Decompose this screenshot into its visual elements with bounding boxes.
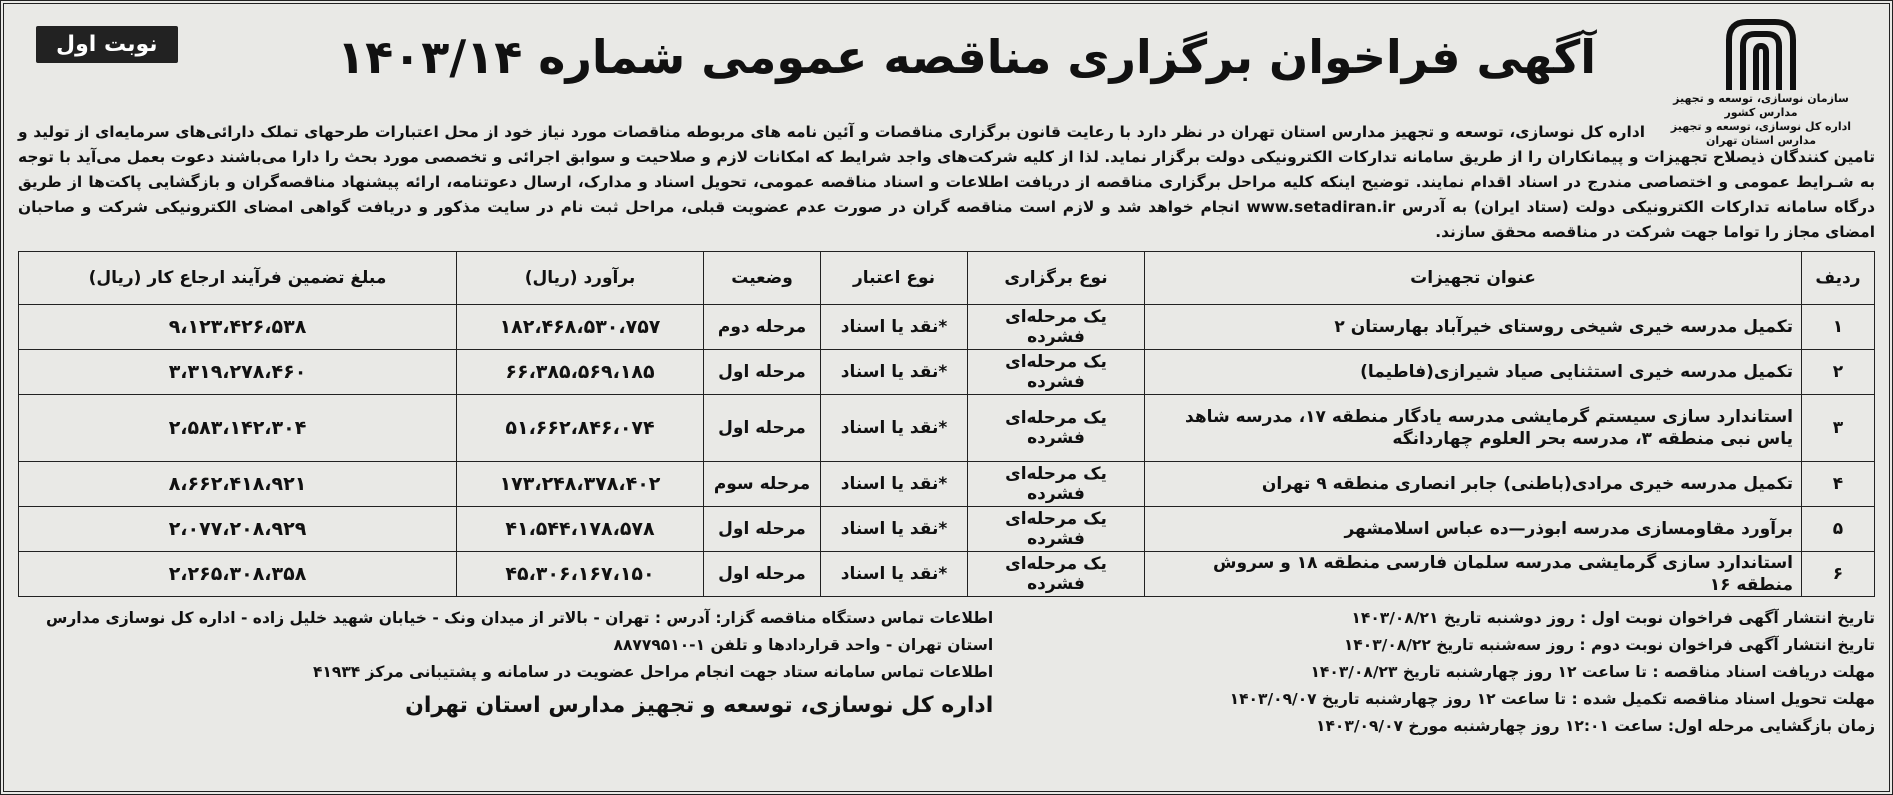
tenders-table [18,251,1875,597]
intro-text-2: و اسناد مناقصه عمومی، تحویل اسناد و مدارک، ارسال دعوتنامه، ارائه پیشنهاد مناقصه‌گران و بازگشایی پاکت‌ها از طریق درگاه سامانه تدارکات الکترونیکی دولت (ستاد ایران) به آدرس www.setadiran.ir انجام خواهد شد و لازم است مناقصه گران در صورت عدم عضویت قبلی، مراحل ثبت نام در سایت مذکور و دریافت گواهی امضای الکترونیکی شرکت و صاحبان امضای مجاز را تواما جهت شرکت در مناقصه محقق سازند. [18,173,1876,241]
intro-paragraph [18,120,1875,245]
contact-block [18,605,993,740]
row-title: استاندارد سازی سیستم گرمایشی مدرسه یادگار منطقه ۱۷، مدرسه شاهد یاس نبی منطقه ۳، مدرسه بحر العلوم چهاردانگه [1145,395,1802,462]
row-title: تکمیل مدرسه خیری مرادی(باطنی) جابر انصاری منطقه ۹ تهران [1145,462,1802,507]
table-row [19,552,1875,597]
col-header-estimate: برآورد (ریال) [457,252,704,305]
row-estimate: ۱۷۳،۲۴۸،۳۷۸،۴۰۲ [457,462,704,507]
col-header-guarantee: مبلغ تضمین فرآیند ارجاع کار (ریال) [19,252,457,305]
row-guarantee: ۲،۵۸۳،۱۴۲،۳۰۴ [19,395,457,462]
row-estimate: ۴۱،۵۴۴،۱۷۸،۵۷۸ [457,507,704,552]
row-number: ۱ [1802,305,1875,350]
schedule-block [993,605,1875,740]
row-status: مرحله اول [704,350,821,395]
col-header-row-number: ردیف [1802,252,1875,305]
row-number: ۵ [1802,507,1875,552]
date-opening-first-stage: زمان بازگشایی مرحله اول: ساعت ۱۲:۰۱ روز چهارشنبه مورخ ۱۴۰۳/۰۹/۰۷ [1316,717,1875,735]
row-credit-type: *نقد یا اسناد [821,507,968,552]
row-tender-type: یک مرحله‌ای فشرده [968,507,1145,552]
row-number: ۳ [1802,395,1875,462]
date-documents-receipt-deadline: مهلت دریافت اسناد مناقصه : تا ساعت ۱۲ روز چهارشنبه تاریخ ۱۴۰۳/۰۸/۲۳ [1310,663,1875,681]
row-credit-type: *نقد یا اسناد [821,552,968,597]
row-status: مرحله دوم [704,305,821,350]
logo-caption-national: سازمان نوسازی، توسعه و تجهیز مدارس کشور [1673,92,1849,119]
row-guarantee: ۹،۱۲۳،۴۲۶،۵۳۸ [19,305,457,350]
signature-organization: اداره کل نوسازی، توسعه و تجهیز مدارس استان تهران [405,693,994,718]
notice-footer [18,605,1875,740]
row-guarantee: ۸،۶۶۲،۴۱۸،۹۲۱ [19,462,457,507]
intro-text-1: اداره کل نوسازی، توسعه و تجهیز مدارس استان تهران در نظر دارد با رعایت قانون برگزاری مناقصات و آئین نامه های مربوطه مناقصات مورد نیاز خود از محل اعتبارات طرحهای تملک دارائی‌های سرمایه‌ای از تولید و تامین کنندگان ذیصلاح تجهیزات و پیمانکاران را از طریق سامانه تدارکات الکترونیکی دولت برگزار نماید. لذا از کلیه شرکت‌های واجد شرایط که امکانات لازم و صلاحیت و سوابق اجرائی و تخصصی مورد بحث را دارا می‌باشند دعوت بعمل می‌آید با توجه به شـرایط عمومی و اختصاصی مندرج در اسناد اقدام نمایند. توضیح اینکه کلیه مراحل برگزاری مناقصه از دریافت اطلاعات [18,123,1875,191]
row-guarantee: ۲،۲۶۵،۳۰۸،۳۵۸ [19,552,457,597]
col-header-tender-type: نوع برگزاری [968,252,1145,305]
row-title: برآورد مقاومسازی مدرسه ابوذر—ده عباس اسلامشهر [1145,507,1802,552]
table-row [19,305,1875,350]
publication-round-badge: نوبت اول [36,26,178,63]
row-tender-type: یک مرحله‌ای فشرده [968,462,1145,507]
table-row [19,395,1875,462]
row-title: استاندارد سازی گرمایشی مدرسه سلمان فارسی منطقه ۱۸ و سروش منطقه ۱۶ [1145,552,1802,597]
row-guarantee: ۳،۳۱۹،۲۷۸،۴۶۰ [19,350,457,395]
date-second-publication: تاریخ انتشار آگهی فراخوان نوبت دوم : روز سه‌شنبه تاریخ ۱۴۰۳/۰۸/۲۲ [1343,636,1875,654]
notice-header [18,12,1875,147]
row-status: مرحله اول [704,395,821,462]
page-title: آگهی فراخوان برگزاری مناقصه عمومی شماره ۱۴۰۳/۱۴ [337,30,1596,84]
logo-caption-provincial: اداره کل نوسازی، توسعه و تجهیز مدارس استان تهران [1670,120,1852,147]
contact-organization: اطلاعات تماس دستگاه مناقصه گزار: آدرس : تهران - بالاتر از میدان ونک - خیابان شهید خلیل زاده - اداره کل نوسازی مدارس استان تهران - واحد قراردادها و تلفن ۱-۸۸۷۷۹۵۱۰ [45,609,994,654]
row-tender-type: یک مرحله‌ای فشرده [968,350,1145,395]
date-first-publication: تاریخ انتشار آگهی فراخوان نوبت اول : روز دوشنبه تاریخ ۱۴۰۳/۰۸/۲۱ [1351,609,1875,627]
row-title: تکمیل مدرسه خیری شیخی روستای خیرآباد بهارستان ۲ [1145,305,1802,350]
row-tender-type: یک مرحله‌ای فشرده [968,395,1145,462]
col-header-status: وضعیت [704,252,821,305]
row-credit-type: *نقد یا اسناد [821,462,968,507]
row-status: مرحله اول [704,552,821,597]
row-status: مرحله اول [704,507,821,552]
col-header-title: عنوان تجهیزات [1145,252,1802,305]
table-row [19,350,1875,395]
organization-emblem-icon [1721,18,1801,92]
row-status: مرحله سوم [704,462,821,507]
row-number: ۴ [1802,462,1875,507]
row-guarantee: ۲،۰۷۷،۲۰۸،۹۲۹ [19,507,457,552]
row-credit-type: *نقد یا اسناد [821,395,968,462]
row-estimate: ۵۱،۶۶۲،۸۴۶،۰۷۴ [457,395,704,462]
row-title: تکمیل مدرسه خیری استثنایی صیاد شیرازی(فاطیما) [1145,350,1802,395]
contact-setad-support: اطلاعات تماس سامانه ستاد جهت انجام مراحل عضویت در سامانه و پشتیبانی مرکز ۴۱۹۳۴ [312,663,994,681]
table-header-row [19,252,1875,305]
col-header-credit-type: نوع اعتبار [821,252,968,305]
row-credit-type: *نقد یا اسناد [821,350,968,395]
row-estimate: ۱۸۲،۴۶۸،۵۳۰،۷۵۷ [457,305,704,350]
organization-logo [1661,18,1861,148]
table-row [19,507,1875,552]
row-credit-type: *نقد یا اسناد [821,305,968,350]
row-estimate: ۶۶،۳۸۵،۵۶۹،۱۸۵ [457,350,704,395]
row-number: ۲ [1802,350,1875,395]
row-number: ۶ [1802,552,1875,597]
row-tender-type: یک مرحله‌ای فشرده [968,305,1145,350]
row-estimate: ۴۵،۳۰۶،۱۶۷،۱۵۰ [457,552,704,597]
date-documents-submission-deadline: مهلت تحویل اسناد مناقصه تکمیل شده : تا ساعت ۱۲ روز چهارشنبه تاریخ ۱۴۰۳/۰۹/۰۷ [1229,690,1875,708]
table-row [19,462,1875,507]
row-tender-type: یک مرحله‌ای فشرده [968,552,1145,597]
